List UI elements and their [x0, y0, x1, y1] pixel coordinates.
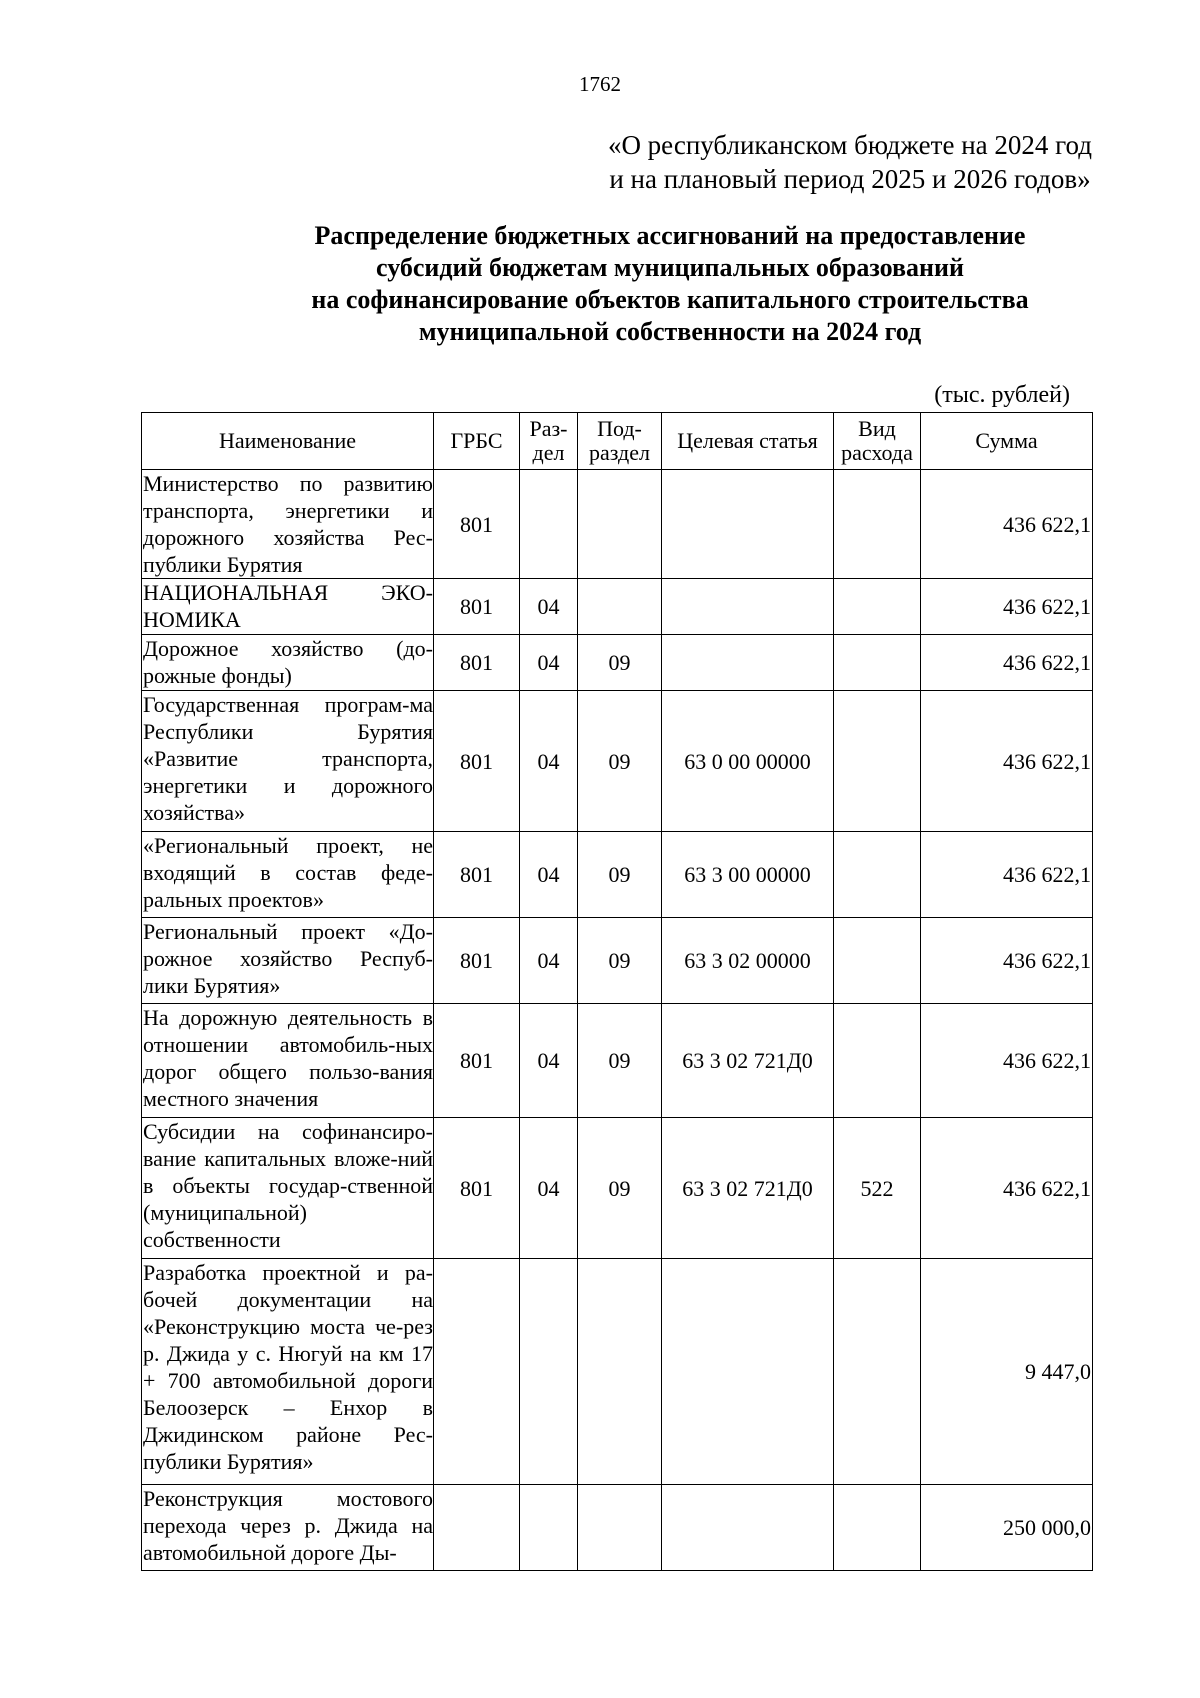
document-title	[0, 220, 1200, 348]
row-expense-type	[834, 579, 921, 635]
table-row	[142, 579, 1093, 635]
row-name: Государственная програм-ма Республики Бурятия «Развитие транспорта, энергетики и дорожного хозяйства»	[142, 691, 434, 832]
row-expense-type	[834, 1004, 921, 1118]
header-sum: Сумма	[921, 413, 1093, 470]
document-title-line-1: Распределение бюджетных ассигнований на предоставление	[314, 221, 1026, 250]
header-grbs: ГРБС	[434, 413, 520, 470]
row-target-article: 63 0 00 00000	[662, 691, 834, 832]
row-sum: 250 000,0	[921, 1485, 1093, 1571]
row-target-article: 63 3 00 00000	[662, 832, 834, 918]
law-title-line-1: «О республиканском бюджете на 2024 год	[607, 130, 1092, 160]
header-podrazdel: Под-раздел	[578, 413, 662, 470]
table-header-row	[142, 413, 1093, 470]
row-sum: 436 622,1	[921, 691, 1093, 832]
row-podrazdel: 09	[578, 832, 662, 918]
row-grbs: 801	[434, 470, 520, 579]
row-razdel: 04	[520, 1118, 578, 1259]
table-row	[142, 691, 1093, 832]
row-target-article	[662, 470, 834, 579]
row-grbs: 801	[434, 635, 520, 691]
row-podrazdel: 09	[578, 918, 662, 1004]
table-row	[142, 1118, 1093, 1259]
row-expense-type	[834, 1259, 921, 1485]
row-razdel	[520, 470, 578, 579]
row-razdel: 04	[520, 1004, 578, 1118]
row-name: Министерство по развитию транспорта, энергетики и дорожного хозяйства Рес-публики Бурятия	[143, 471, 433, 577]
row-razdel: 04	[520, 832, 578, 918]
row-grbs	[434, 1485, 520, 1571]
table-row	[142, 918, 1093, 1004]
row-sum: 436 622,1	[921, 579, 1093, 635]
row-sum: 9 447,0	[921, 1259, 1093, 1485]
table-row	[142, 1259, 1093, 1485]
row-target-article	[662, 635, 834, 691]
row-razdel	[520, 1259, 578, 1485]
row-name: Дорожное хозяйство (до-рожные фонды)	[142, 635, 434, 691]
document-title-line-3: на софинансирование объектов капитального строительства	[311, 285, 1029, 314]
row-sum: 436 622,1	[921, 635, 1093, 691]
row-target-article	[662, 1485, 834, 1571]
row-podrazdel: 09	[578, 635, 662, 691]
row-name: «Региональный проект, не входящий в состав феде-ральных проектов»	[142, 832, 434, 918]
law-title-line-2: и на плановый период 2025 и 2026 годов»	[609, 164, 1091, 194]
units-label: (тыс. рублей)	[934, 382, 1070, 408]
row-name: НАЦИОНАЛЬНАЯ ЭКО-НОМИКА	[142, 579, 434, 635]
row-name: Региональный проект «До-рожное хозяйство Респуб-лики Бурятия»	[142, 918, 434, 1004]
row-podrazdel: 09	[578, 1004, 662, 1118]
table-row	[142, 1485, 1093, 1571]
row-sum: 436 622,1	[921, 470, 1093, 579]
header-name: Наименование	[142, 413, 434, 470]
row-expense-type	[834, 470, 921, 579]
row-target-article: 63 3 02 721Д0	[662, 1004, 834, 1118]
row-name: Реконструкция мостового перехода через р. Джида на автомобильной дороге Ды-	[142, 1485, 434, 1571]
header-expense-type: Вид расхода	[834, 413, 921, 470]
row-podrazdel	[578, 579, 662, 635]
header-razdel: Раз-дел	[520, 413, 578, 470]
document-title-line-2: субсидий бюджетам муниципальных образований	[376, 253, 964, 282]
row-expense-type: 522	[834, 1118, 921, 1259]
row-podrazdel: 09	[578, 1118, 662, 1259]
row-podrazdel	[578, 1259, 662, 1485]
row-grbs: 801	[434, 1118, 520, 1259]
row-podrazdel: 09	[578, 691, 662, 832]
budget-table	[141, 412, 1093, 1571]
row-expense-type	[834, 691, 921, 832]
table-row	[142, 1004, 1093, 1118]
row-razdel	[520, 1485, 578, 1571]
row-expense-type	[834, 1485, 921, 1571]
row-name: Разработка проектной и ра-бочей документации на «Реконструкцию моста че-рез р. Джида у с. Нюгуй на км 17 + 700 автомобильной дороги Белоозерск – Енхор в Джидинском районе Рес-публики Бурятия»	[142, 1259, 434, 1485]
row-target-article: 63 3 02 00000	[662, 918, 834, 1004]
row-sum: 436 622,1	[921, 1004, 1093, 1118]
row-grbs: 801	[434, 832, 520, 918]
row-expense-type	[834, 635, 921, 691]
row-grbs: 801	[434, 579, 520, 635]
row-grbs	[434, 1259, 520, 1485]
row-name: Субсидии на софинансиро-вание капитальных вложе-ний в объекты государ-ственной (муниципальной) собственности	[142, 1118, 434, 1259]
row-sum: 436 622,1	[921, 1118, 1093, 1259]
row-sum: 436 622,1	[921, 918, 1093, 1004]
row-target-article	[662, 579, 834, 635]
row-sum: 436 622,1	[921, 832, 1093, 918]
row-expense-type	[834, 918, 921, 1004]
law-title	[608, 128, 1092, 196]
row-podrazdel	[578, 470, 662, 579]
row-razdel: 04	[520, 691, 578, 832]
row-grbs: 801	[434, 1004, 520, 1118]
row-razdel: 04	[520, 918, 578, 1004]
row-razdel: 04	[520, 635, 578, 691]
row-grbs: 801	[434, 918, 520, 1004]
page-number: 1762	[579, 72, 621, 96]
row-podrazdel	[578, 1485, 662, 1571]
row-name: На дорожную деятельность в отношении автомобиль-ных дорог общего пользо-вания местного значения	[142, 1004, 434, 1118]
table-row	[142, 470, 1093, 579]
table-row	[142, 635, 1093, 691]
row-target-article	[662, 1259, 834, 1485]
row-razdel: 04	[520, 579, 578, 635]
header-target-article: Целевая статья	[662, 413, 834, 470]
document-title-line-4: муниципальной собственности на 2024 год	[418, 317, 922, 346]
row-grbs: 801	[434, 691, 520, 832]
row-target-article: 63 3 02 721Д0	[662, 1118, 834, 1259]
row-expense-type	[834, 832, 921, 918]
table-row	[142, 832, 1093, 918]
